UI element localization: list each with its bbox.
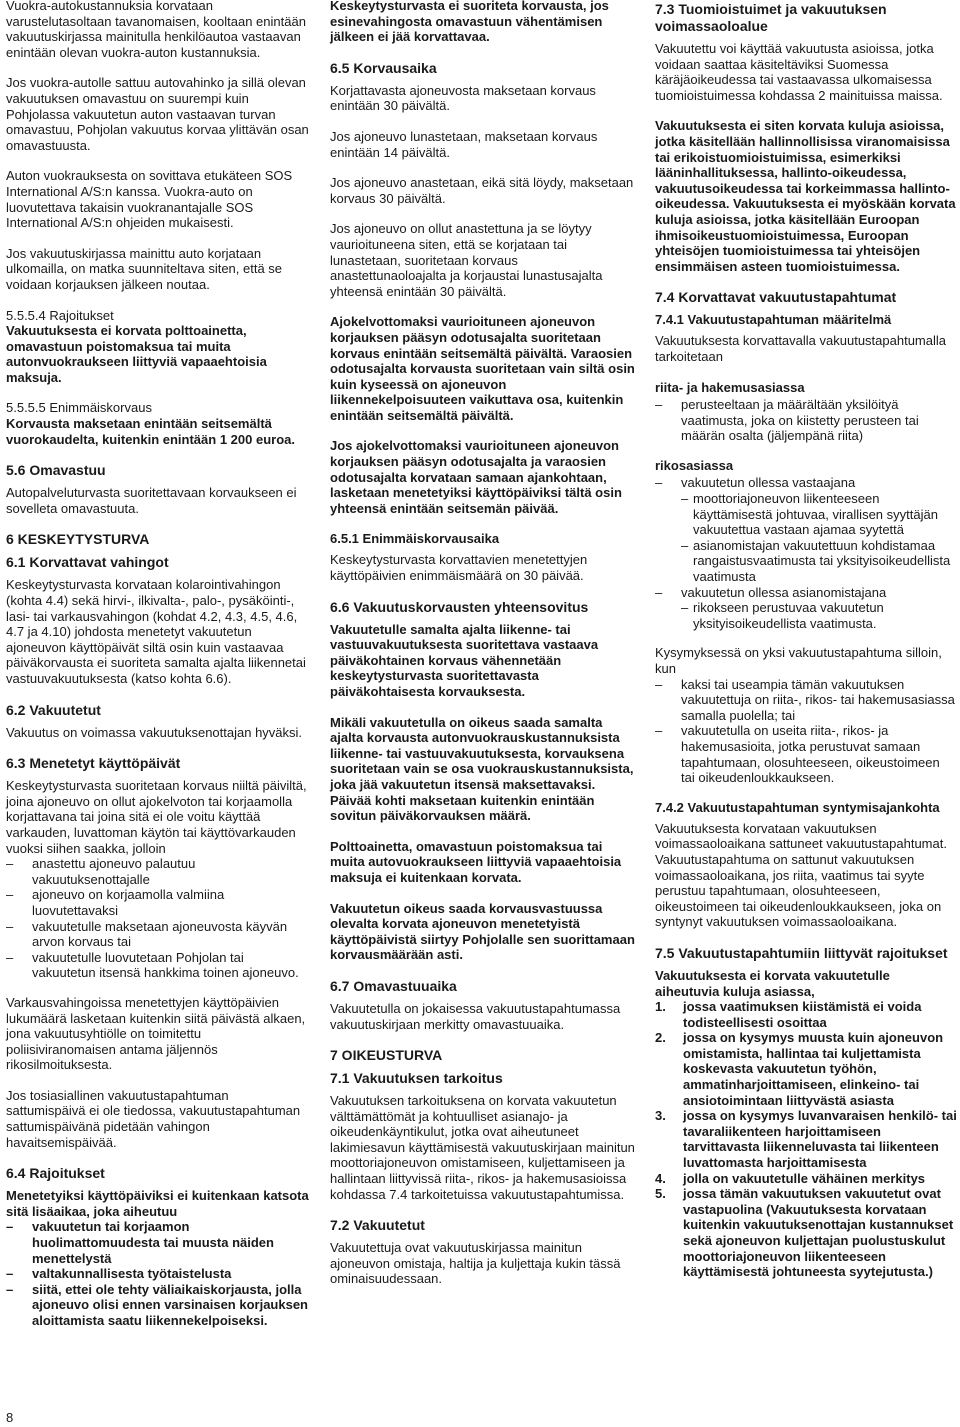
list-item-text: jossa on kysymys luvanvaraisen henkilö- tai tavaraliikenteen harjoittamiseen tarvittavasta liikenneluvasta tai liikenteen luvattomasta harjoittamisesta — [683, 1108, 957, 1171]
heading-6-5-1: 6.5.1 Enimmäiskorvausaika — [330, 531, 500, 547]
heading-6-3: 6.3 Menetetyt käyttöpäivät — [6, 755, 181, 772]
heading-7-5: 7.5 Vakuutustapahtumiin liittyvät rajoitukset — [655, 944, 948, 961]
list-item: – siitä, ettei ole tehty väliaikaiskorjausta, jolla ajoneuvo olisi ennen varsinaisen korjauksen aloittamista saatu liikennekelpoiseksi. — [6, 1282, 309, 1329]
dash-list — [6, 856, 309, 981]
heading-6-6: 6.6 Vakuutuskorvausten yhteensovitus — [330, 598, 589, 615]
dash-list — [6, 1219, 309, 1328]
list-item: – valtakunnallisesta työtaistelusta — [6, 1266, 309, 1282]
heading-6-7: 6.7 Omavastuuaika — [330, 977, 457, 994]
paragraph: Vakuutuksesta korvattavalla vakuutustapahtumalla tarkoitetaan — [655, 333, 946, 364]
list-number: 5. — [655, 1186, 666, 1202]
subheading-riita: riita- ja hakemusasiassa — [655, 379, 805, 395]
paragraph: Jos vuokra-autolle sattuu autovahinko ja sillä olevan vakuutuksen omavastuu on suurempi kuin Pohjolassa vakuutetun auton vastaavan turvan omavastuu, Pohjolan vakuutus korvaa ylittävän osan omavastuusta. — [6, 75, 309, 153]
subheading-rikos: rikosasiassa — [655, 457, 734, 473]
list-number: 4. — [655, 1170, 666, 1186]
section-title: 5.5.5.4 Rajoitukset — [6, 307, 114, 323]
list-item: – ajoneuvo on korjaamolla valmiina luovutettavaksi — [6, 887, 309, 918]
section-5-5-5-5 — [6, 400, 309, 447]
paragraph: Vakuutuksesta ei siten korvata kuluja asioissa, jotka käsitellään hallinnollisissa viranomaisissa tai erikoistuomioistuimissa, esimerkiksi lääninhallituksessa, hallinto-oikeudessa, vakuutusoikeudessa tai korkeimmassa hallinto-oikeudessa. Vakuutuksesta ei myöskään korvata kuluja asioissa, jotka käsitellään Euroopan ihmisoikeustuomioistuimessa, Euroopan yhteisöjen tuomioistuimessa tai yhteisöjen ensimmäisen asteen tuomioistuimessa. — [655, 118, 956, 274]
page-number: 8 — [6, 1410, 14, 1425]
heading-7-4-2: 7.4.2 Vakuutustapahtuman syntymisajankohta — [655, 799, 940, 815]
heading-7-3: 7.3 Tuomioistuimet ja vakuutuksen voimassaoloalue — [655, 1, 887, 34]
heading-6: 6 KESKEYTYSTURVA — [6, 531, 150, 548]
heading-7: 7 OIKEUSTURVA — [330, 1047, 443, 1064]
paragraph: Auton vuokrauksesta on sovittava etukäteen SOS International A/S:n kanssa. Vuokra-auto on luovutettava takaisin vuokranantajalle SOS International A/S:n ohjeiden mukaisesti. — [6, 168, 293, 231]
sub-dash-list — [681, 491, 957, 585]
section-text: Korvausta maksetaan enintään seitsemältä vuorokaudelta, kuitenkin enintään 1 200 euroa. — [6, 416, 295, 447]
sub-list-item: – moottoriajoneuvon liikenteeseen käyttämisestä johtuvaa, virallisen syyttäjän vakuutettua vastaan ajamaa syytettä — [681, 491, 957, 538]
numbered-list — [655, 999, 957, 1280]
paragraph: Jos ajoneuvo anastetaan, eikä sitä löydy, maksetaan korvaus 30 päivältä. — [330, 175, 634, 206]
paragraph: Polttoainetta, omavastuun poistomaksua tai muita autovuokraukseen liittyviä vapaaehtoisia maksuja ei kuitenkaan korvata. — [330, 838, 622, 885]
list-number: 3. — [655, 1108, 666, 1124]
list-item — [655, 999, 957, 1030]
list-item-text: jolla on vakuutetulle vähäinen merkitys — [683, 1170, 926, 1186]
paragraph: Vakuutuksesta ei korvata vakuutetulle aiheutuvia kuluja asiassa, — [655, 967, 890, 999]
paragraph: Vakuutuksesta korvataan vakuutuksen voimassaoloaikana sattuneet vakuutustapahtumat. Vakuutustapahtuma on sattunut vakuutuksen voimassaoloaikana, jos riita, vaatimus tai syyte perustuu tapahtumaan, olosuhteeseen, oikeustoimeen tai oikeudenloukkaukseen, joka on syntynyt vakuutuksen voimassaoloaikana. — [655, 820, 947, 930]
sub-dash-list — [681, 600, 957, 631]
list-item: – kaksi tai useampia tämän vakuutuksen vakuutettuja on riita-, rikos- tai hakemusasiassa samalla puolella; tai — [655, 677, 957, 724]
list-item: – vakuutetulle luovutetaan Pohjolan tai vakuutetun itsensä hankkima toinen ajoneuvo. — [6, 950, 309, 981]
paragraph: Kysymyksessä on yksi vakuutustapahtuma silloin, kun — [655, 645, 942, 676]
dash-list — [655, 677, 957, 786]
column-left — [6, 0, 309, 1343]
paragraph: Jos tosiasiallinen vakuutustapahtuman sattumispäivä ei ole tiedossa, vakuutustapahtuman sattumispäivänä pidetään vahingon havaitsemispäivää. — [6, 1087, 301, 1150]
paragraph: Keskeytysturvasta korvataan kolarointivahingon (kohta 4.4) sekä hirvi-, ilkivalta-, palo-, pysäköinti-, lasi- tai varkausvahingon (kohdat 4.2, 4.3, 4.5, 4.6, 4.7 ja 4.10) johdosta menetetyt vakuutetun ajoneuvon käyttöpäivät siltä osin kuin vastaavaa päiväkorvausta ei suoriteta samalta ajalta liikennetai vastuuvakuutuksesta (katso kohta 6.6). — [6, 577, 306, 686]
list-item-text: vakuutetun ollessa asianomistajana — [681, 584, 887, 600]
paragraph: Jos ajoneuvo on ollut anastettuna ja se löytyy vaurioituneena siten, että se korjataan tai lunastetaan, suoritetaan korvaus anastettunaoloajalta ja korjaustai lunastusajalta yhteensä enintään 30 päivältä. — [330, 221, 603, 299]
paragraph: Keskeytysturvasta suoritetaan korvaus niiltä päiviltä, joina ajoneuvo on ollut ajokelvoton tai korjaamolla korjattavana tai joina sitä ei ole voitu käyttää varkauden, luvattoman käytön tai käyttövarkauden vuoksi siihen saakka, jolloin — [6, 778, 307, 856]
column-middle — [330, 0, 635, 1302]
list-item — [655, 585, 957, 632]
heading-7-1: 7.1 Vakuutuksen tarkoitus — [330, 1070, 503, 1087]
paragraph: Varkausvahingoissa menetettyjen käyttöpäivien lukumäärä lasketaan kuitenkin siitä päivästä alkaen, jona vakuutusyhtiölle on toimitettu poliisiviranomaisen antama jäljennös rikosilmoituksesta. — [6, 994, 306, 1073]
paragraph: Jos ajoneuvo lunastetaan, maksetaan korvaus enintään 14 päivältä. — [330, 128, 598, 160]
list-item-text: jossa on kysymys muusta kuin ajoneuvon omistamista, hallintaa tai kuljettamista koskevasta vakuutetun työhön, ammatinharjoittamiseen, elinkeino- tai ansiotoimintaan liittyvästä asiasta — [683, 1030, 944, 1108]
paragraph: Autopalveluturvasta suoritettavaan korvaukseen ei sovelleta omavastuuta. — [6, 485, 297, 516]
heading-6-2: 6.2 Vakuutetut — [6, 701, 101, 718]
heading-6-5: 6.5 Korvausaika — [330, 59, 437, 76]
paragraph: Vuokra-autokustannuksia korvataan varustelutasoltaan tavanomaisen, kooltaan enintään vakuutuskirjassa mainitulla henkilöautoa vastaavan enintään olevan vuokra-auton kustannuksia. — [6, 0, 306, 60]
sub-list-item: – rikokseen perustuvaa vakuutetun yksityisoikeudellista vaatimusta. — [681, 600, 957, 631]
paragraph: Vakuutuksen tarkoituksena on korvata vakuutetun välttämättömät ja kohtuulliset asianajo- ja oikeudenkäyntikulut, jotka ovat aiheutuneet lakimiesavun käyttämisestä vakuutuskirjaan mainitun moottoriajoneuvon omistamiseen, kuljettamiseen ja hallintaan liittyvissä riita-, rikos- ja hakemusasioissa kohdassa 7.4 tarkoitetuissa vakuutustapahtumissa. — [330, 1093, 635, 1202]
section-text: Vakuutuksesta ei korvata polttoainetta, omavastuun poistomaksua tai muita autonvuokraukseen liittyviä vapaaehtoisia maksuja. — [6, 323, 267, 385]
list-item — [655, 1171, 957, 1187]
paragraph: Vakuutus on voimassa vakuutuksenottajan hyväksi. — [6, 724, 303, 740]
list-item: – perusteeltaan ja määrältään yksilöityä vaatimusta, joka on kiistetty perusteen tai määrän osalta (jäljempänä riita) — [655, 397, 957, 444]
paragraph: Vakuutetulla on jokaisessa vakuutustapahtumassa vakuutuskirjaan merkitty omavastuuaika. — [330, 1000, 621, 1032]
sub-list-item: – asianomistajan vakuutettuun kohdistamaa rangaistusvaatimusta tai yksityisoikeudellista vaatimusta — [681, 538, 957, 585]
list-item: – vakuutetulla on useita riita-, rikos- ja hakemusasioita, jotka perustuvat samaan tapahtumaan, olosuhteeseen, oikeustoimeen tai oikeudenloukkaukseen. — [655, 723, 957, 785]
list-item: – vakuutetun tai korjaamon huolimattomuudesta tai muusta näiden menettelystä — [6, 1219, 309, 1266]
heading-7-4: 7.4 Korvattavat vakuutustapahtumat — [655, 289, 897, 306]
paragraph: Vakuutettuja ovat vakuutuskirjassa mainitun ajoneuvon omistaja, haltija ja kuljettaja kukin tässä ominaisuudessaan. — [330, 1240, 621, 1287]
list-item — [655, 475, 957, 584]
section-5-5-5-4 — [6, 308, 309, 386]
list-item — [655, 1030, 957, 1108]
list-item: – anastettu ajoneuvo palautuu vakuutuksenottajalle — [6, 856, 309, 887]
paragraph: Keskeytysturvasta korvattavien menetettyjen käyttöpäivien enimmäismäärä on 30 päivää. — [330, 552, 588, 584]
list-number: 2. — [655, 1030, 666, 1046]
paragraph: Vakuutetulle samalta ajalta liikenne- tai vastuuvakuutuksesta suoritettava vastaava päiväkohtainen korvaus vähennetään keskeytysturvasta suoritettavasta päiväkohtaisesta korvauksesta. — [330, 621, 599, 699]
paragraph: Vakuutetun oikeus saada korvausvastuussa olevalta korvata ajoneuvon menetetyistä käyttöpäivistä siirtyy Pohjolalle sen suorittamaan korvausmäärään asti. — [330, 900, 635, 963]
paragraph: Jos ajokelvottomaksi vaurioituneen ajoneuvon korjauksen pääsyn odotusajalta ja varaosien odotusajalta korvataan samaan ajankohtaan, lasketaan menetetyiksi käyttöpäiviksi tältä osin yhteensä enintään seitsemän päivää. — [330, 438, 622, 516]
heading-7-2: 7.2 Vakuutetut — [330, 1217, 425, 1234]
list-item-text: jossa vaatimuksen kiistämistä ei voida todisteellisesti osoittaa — [683, 999, 922, 1030]
list-item-text: jossa tämän vakuutuksen vakuutetut ovat vastapuolina (Vakuutuksesta korvataan kuitenkin vakuutuksenottajan kustannukset sekä ajoneuvon kuljettajan puolustuskulut moottoriajoneuvon liikenteeseen käyttämisestä johtuneesta syytejutusta.) — [683, 1186, 954, 1280]
section-title: 5.5.5.5 Enimmäiskorvaus — [6, 400, 152, 416]
heading-7-4-1: 7.4.1 Vakuutustapahtuman määritelmä — [655, 312, 892, 328]
heading-6-4: 6.4 Rajoitukset — [6, 1165, 105, 1182]
list-item-text: vakuutetun ollessa vastaajana — [681, 475, 856, 491]
paragraph: Korjattavasta ajoneuvosta maksetaan korvaus enintään 30 päivältä. — [330, 82, 596, 114]
paragraph: Vakuutettu voi käyttää vakuutusta asioissa, jotka voidaan saattaa käsiteltäviksi Suomessa käräjäoikeudessa tai vastaavassa ulkomaisessa tuomioistuimessa kohdassa 2 mainituissa maissa. — [655, 41, 943, 103]
paragraph: Jos vakuutuskirjassa mainittu auto korjataan ulkomailla, on matka suunniteltava siten, että se voidaan korjauksen jälkeen noutaa. — [6, 245, 283, 292]
heading-5-6: 5.6 Omavastuu — [6, 462, 106, 479]
dash-list — [655, 475, 957, 631]
column-right — [655, 0, 957, 1280]
list-number: 1. — [655, 999, 666, 1015]
paragraph: Keskeytysturvasta ei suoriteta korvausta, jos esinevahingosta omavastuun vähentämisen jälkeen ei jää korvattavaa. — [330, 0, 609, 45]
list-item — [655, 1108, 957, 1170]
list-item — [655, 1186, 957, 1280]
dash-list — [655, 397, 957, 444]
paragraph: Ajokelvottomaksi vaurioituneen ajoneuvon korjauksen pääsyn odotusajalta suoritetaan korvaus enintään seitsemältä päivältä. Varaosien odotusajalta korvausta suoritetaan vain siltä osin kuin kyseessä on ajoneuvon liikennekelpoisuuteen vaikuttava osa, kuitenkin enintään seitsemältä päivältä. — [330, 314, 635, 423]
paragraph: Mikäli vakuutetulla on oikeus saada samalta ajalta korvausta autonvuokrauskustannuksista liikenne- tai vastuuvakuutuksesta, korvauksena suoritetaan vain se osa vuokrauskustannuksista, joka jää vakuutetun itsensä maksettavaksi. Päivää kohti maksetaan kuitenkin enintään sovitun päiväkorvauksen määrä. — [330, 714, 634, 824]
list-item: – vakuutetulle maksetaan ajoneuvosta käyvän arvon korvaus tai — [6, 919, 309, 950]
heading-6-1: 6.1 Korvattavat vahingot — [6, 554, 169, 571]
paragraph: Menetetyiksi käyttöpäiviksi ei kuitenkaan katsota sitä lisäaikaa, joka aiheutuu — [6, 1188, 309, 1219]
